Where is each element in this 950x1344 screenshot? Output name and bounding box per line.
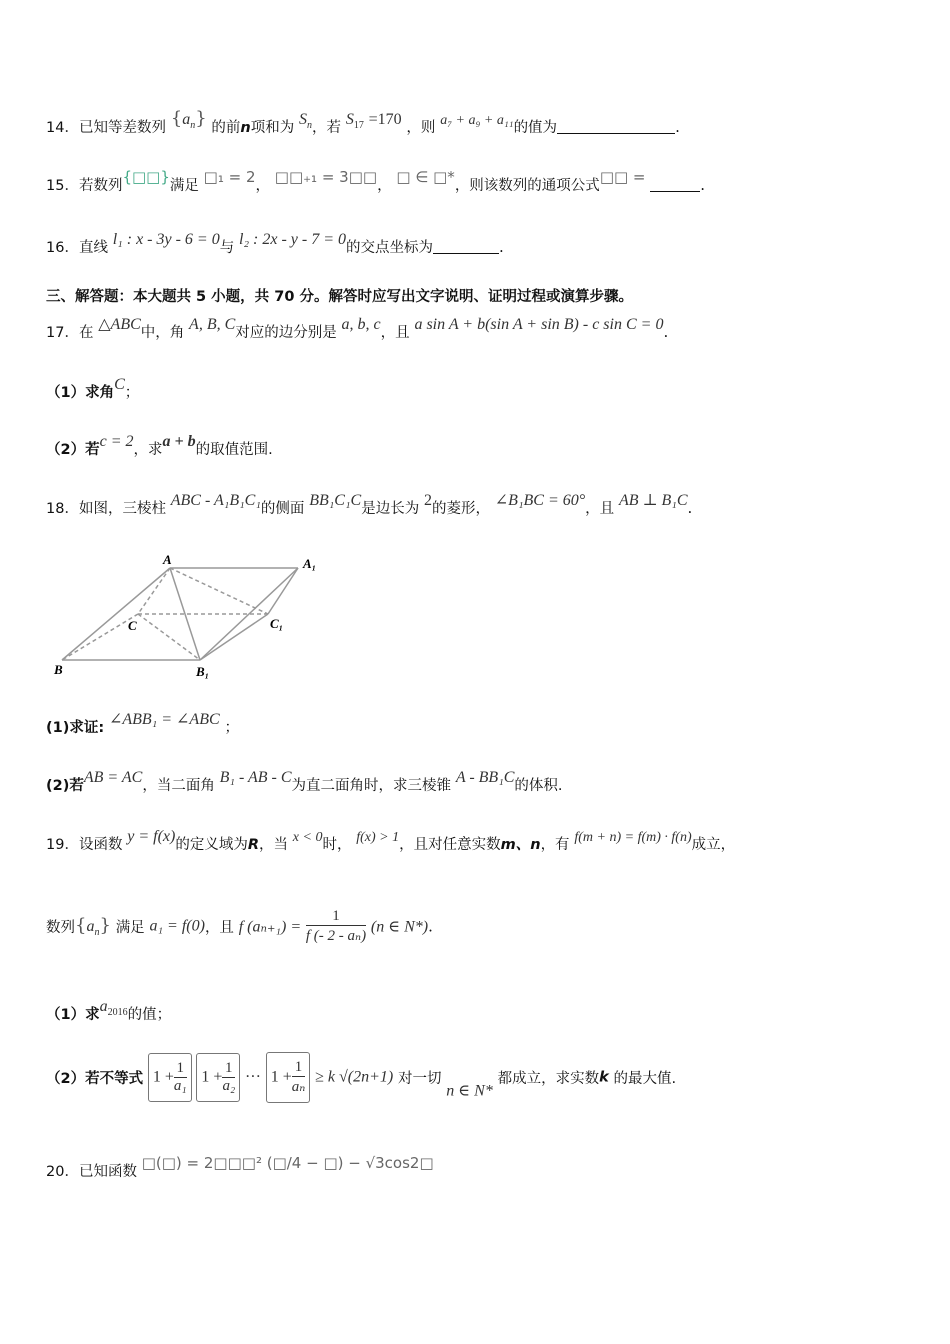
question-18: 18．如图，三棱柱 ABC - A₁B₁C₁的侧面 BB₁C₁C是边长为 2的菱形， ∠B₁BC = 60°，且 AB ⊥ B₁C.	[46, 492, 693, 517]
question-19: 19．设函数 y = f(x)的定义域为R，当 x < 0时， f(x) > 1，且对任意实数m、n，有 f(m + n) = f(m) · f(n)成立，	[46, 828, 736, 853]
question-18-part-2: (2)若AB = AC，当二面角 B₁ - AB - C为直二面角时，求三棱锥 A - BB₁C的体积.	[46, 769, 563, 794]
question-19-line-2: 数列$\{a_n\}$ 满足 a₁ = f(0)，且 f (aₙ₊₁) = $\frac{1}{\text{f (- 2 - aₙ)}}$ (n ∈ N*).	[46, 908, 433, 944]
question-number: 18．	[46, 501, 79, 517]
question-18-part-1: (1)求证: ∠ABB₁ = ∠ABC ；	[46, 711, 239, 736]
question-17-part-2: （2）若c = 2，求a + b的取值范围.	[46, 433, 273, 458]
question-16: 16．直线 l₁ : x - 3y - 6 = 0与 l₂ : 2x - y - 7 = 0的交点坐标为 .	[46, 231, 504, 256]
question-number: 17．	[46, 325, 79, 341]
label-A: A	[163, 552, 172, 567]
question-15: 15．若数列{□□}满足 □₁ = 2， □□₊₁ = 3□□， □ ∈ □*，则该数列的通项公式□□ = .	[46, 168, 706, 194]
question-20: 20．已知函数 □(□) = 2□□□² (□/4 − □) − √3cos2□	[46, 1154, 434, 1180]
question-number: 14．	[46, 120, 79, 136]
factor-2: 1 + $\frac{1}{\text{a₂}}$	[196, 1053, 240, 1102]
question-14: 14．已知等差数列 $\{a_n\}$ 的前n项和为 $S_n$，若 $S_{17} =170$ ，则 a₇ + a₉ + a₁₁的值为 .	[46, 108, 680, 136]
question-17-part-1: （1）求角C；	[46, 376, 140, 401]
label-B1: B₁	[196, 664, 210, 679]
question-17: 17．在 △ABC中，角 A, B, C对应的边分别是 a, b, c，且 a sin A + b(sin A + sin B) - c sin C = 0.	[46, 316, 669, 341]
factor-n: 1 + $\frac{1}{\text{aₙ}}$	[266, 1052, 311, 1103]
question-19-part-2: （2）若不等式 1 + $\frac{1}{\text{a₁}}$ 1 + $\frac{1}{\text{a₂}}$ ··· 1 + $\frac{1}{\text{aₙ}}$ ≥ k √(2n+1) 对一切 n ∈ N* 都成立，求实数k 的最大值.	[46, 1052, 676, 1103]
label-A1: A₁	[303, 556, 317, 571]
question-number: 15．	[46, 178, 79, 194]
section-heading: 三、解答题：本大题共 5 小题，共 70 分。解答时应写出文字说明、证明过程或演算步骤。	[46, 289, 633, 305]
prism-figure	[48, 548, 328, 688]
question-19-part-1: （1）求$a_{2016}$的值；	[46, 998, 172, 1023]
label-B: B	[54, 662, 63, 677]
question-number: 19．	[46, 837, 79, 853]
label-C: C	[128, 618, 137, 633]
label-C1: C₁	[270, 616, 284, 631]
question-number: 16．	[46, 240, 79, 256]
fraction: $\frac{1}{\text{f (- 2 - aₙ)}}$	[305, 908, 367, 944]
answer-blank[interactable]	[557, 119, 675, 134]
answer-blank[interactable]	[433, 239, 499, 254]
factor-1: 1 + $\frac{1}{\text{a₁}}$	[148, 1053, 192, 1102]
answer-blank[interactable]	[650, 177, 700, 192]
question-number: 20．	[46, 1164, 79, 1180]
